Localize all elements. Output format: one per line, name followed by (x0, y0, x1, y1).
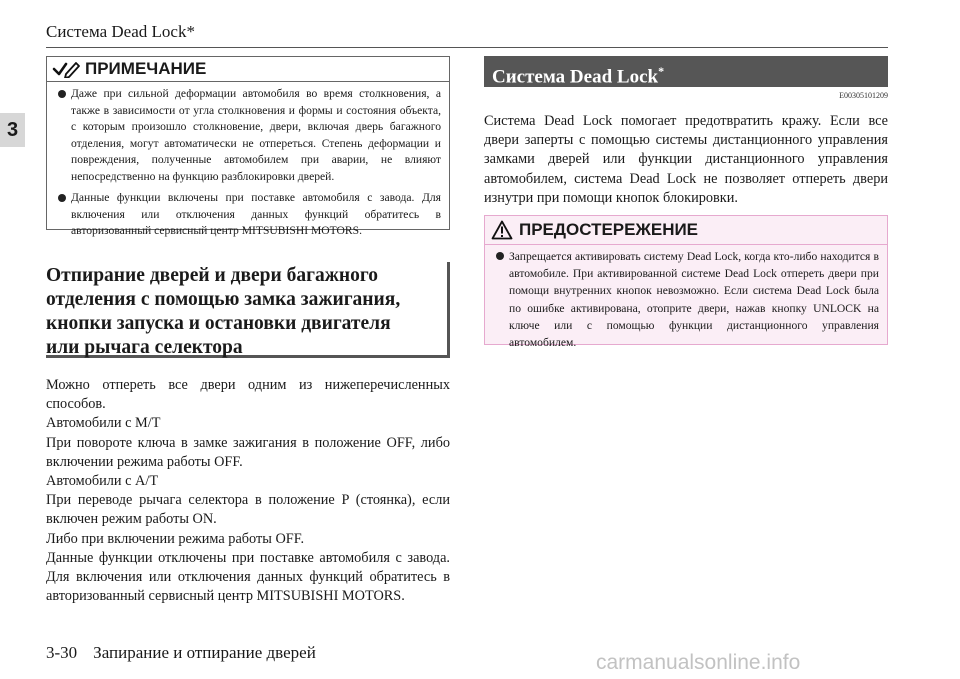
paragraph: Система Dead Lock помогает предотвратить кражу. Если все двери заперты с помощью системы дистанционного управления замками дверей или функции дистанционного управления автомобилем, система Dead Lock не позволяет отпереть двери изнутри при помощи кнопок блокировки. (484, 113, 888, 206)
section-heading-unlock (46, 262, 450, 358)
heading-line: Отпирание дверей и двери багажного (46, 265, 378, 286)
note-item: Даже при сильной деформации автомобиля во время столкновения, а также в зависимости от угла столкновения и формы и состояния объекта, с которым произошло столкновение, двери, включая дверь багажного отделения, могут автоматически не отпереться. Степень деформации и повреждения, полученные автомобилем при аварии, не влияют непосредственно на функцию разблокировки дверей. (55, 86, 441, 185)
section-title: Система Dead Lock (492, 66, 659, 88)
header-rule (46, 47, 888, 48)
heading-line: или рычага селектора (46, 337, 243, 358)
dead-lock-description (484, 112, 888, 208)
heading-line: кнопки запуска и остановки двигателя (46, 313, 391, 334)
warning-triangle-icon (491, 220, 513, 240)
running-header: Система Dead Lock* (46, 22, 195, 41)
document-code: E00305101209 (839, 91, 888, 100)
warning-box (484, 215, 888, 350)
paragraph: Либо при включении режима работы OFF. (46, 530, 305, 547)
note-box (46, 56, 450, 237)
title-asterisk: * (658, 64, 665, 78)
heading-line: отделения с помощью замка зажигания, (46, 289, 401, 310)
closing-text (46, 549, 450, 607)
note-item: Данные функции включены при поставке автомобиля с завода. Для включения или отключения данных функций обратитесь в авторизованный сервисный центр MITSUBISHI MOTORS. (55, 190, 441, 240)
footer-section-title: Запирание и отпирание дверей (93, 643, 316, 662)
unlock-methods-text (46, 376, 450, 549)
paragraph: При переводе рычага селектора в положение P (стоянка), если включен режим работы ON. (46, 492, 450, 528)
section-title-bar (484, 56, 888, 87)
note-list (47, 82, 449, 240)
chapter-tab: 3 (0, 113, 25, 147)
pencil-check-icon (51, 60, 81, 78)
paragraph: Данные функции отключены при поставке автомобиля с завода. Для включения или отключения данных функций обратитесь в авторизованный сервисный центр MITSUBISHI MOTORS. (46, 550, 450, 605)
warning-list (485, 245, 887, 351)
note-header (47, 57, 449, 82)
warning-item: Запрещается активировать систему Dead Lock, когда кто-либо находится в автомобиле. При активированной системе Dead Lock отпереть двери при помощи внутренних кнопок невозможно. Если система Dead Lock была по ошибке активирована, отоприте двери, нажав кнопку UNLOCK на ключе или с помощью функции дистанционного управления автомобилем. (493, 248, 879, 351)
paragraph: При повороте ключа в замке зажигания в положение OFF, либо включении режима работы OFF. (46, 434, 450, 470)
paragraph: Автомобили с M/T (46, 415, 161, 432)
warning-header (485, 216, 887, 245)
note-title: ПРИМЕЧАНИЕ (85, 59, 207, 78)
page-footer (46, 643, 316, 663)
warning-title: ПРЕДОСТЕРЕЖЕНИЕ (519, 220, 699, 239)
paragraph: Автомобили с A/T (46, 473, 159, 490)
watermark: carmanualsonline.info (596, 651, 801, 674)
paragraph: Можно отпереть все двери одним из нижеперечисленных способов. (46, 377, 450, 413)
page-number: 3-30 (46, 643, 78, 662)
